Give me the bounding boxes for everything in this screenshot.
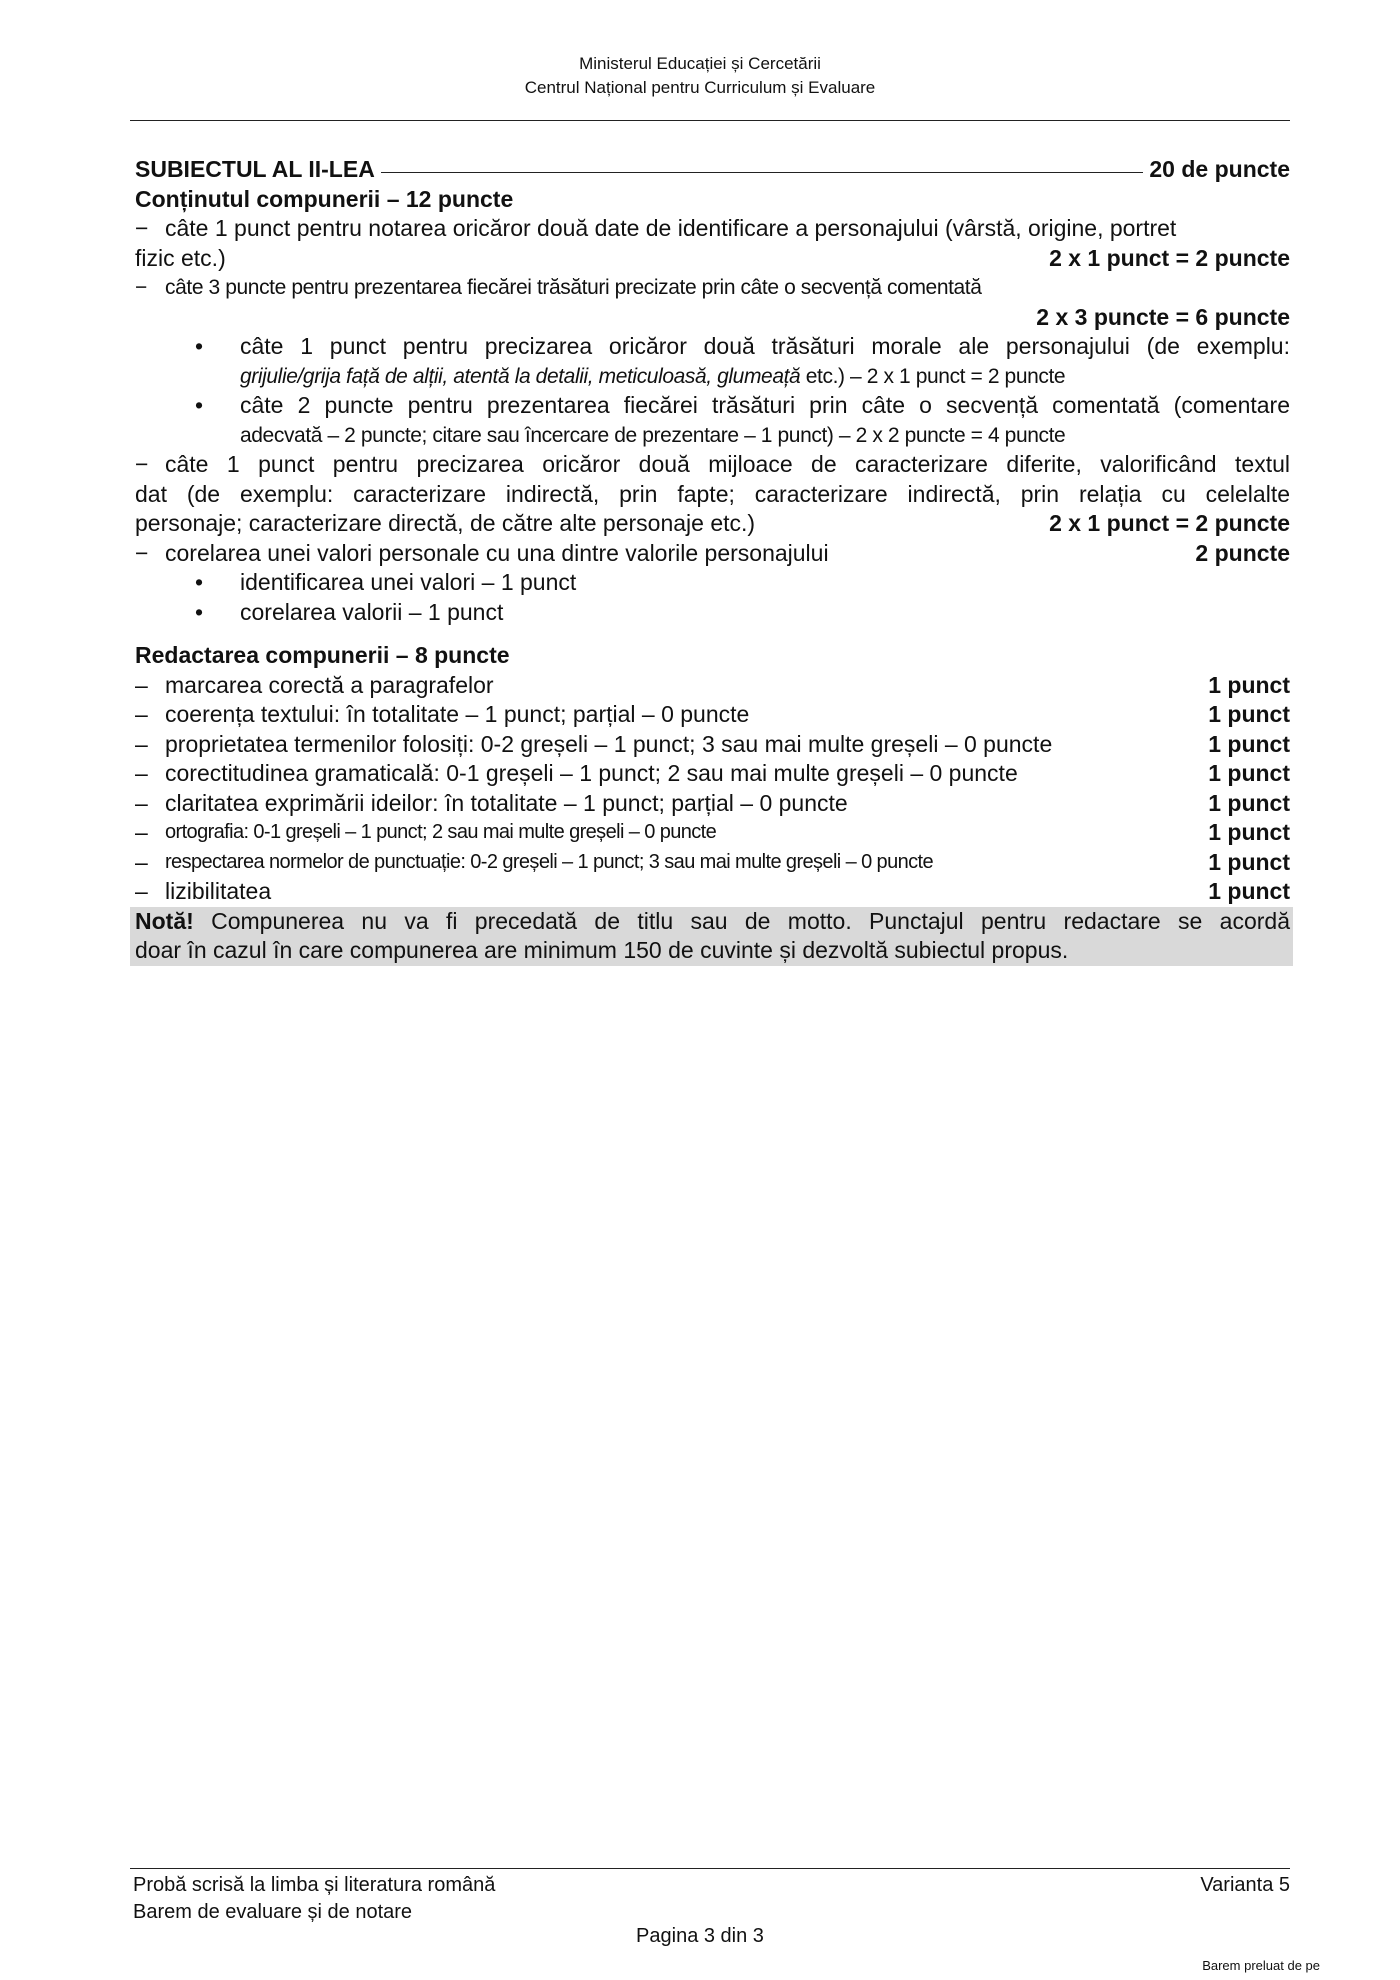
- note-label: Notă!: [135, 907, 194, 934]
- content-item-4: [135, 539, 1290, 628]
- item-text: proprietatea termenilor folosiți: 0-2 greșeli – 1 punct; 3 sau mai multe greșeli – 0 puncte: [165, 730, 1053, 757]
- note-text-cont: doar în cazul în care compunerea are minimum 150 de cuvinte și dezvoltă subiectul propus.: [135, 937, 1069, 963]
- redactare-list: [135, 671, 1290, 907]
- content-item-1: [135, 214, 1290, 273]
- item-score: 1 punct: [1208, 730, 1290, 757]
- bullet-marker: •: [195, 569, 204, 595]
- item-text-cont: dat (de exemplu: caracterizare indirectă, prin fapte; caracterizare indirectă, prin relația cu celelalte: [135, 480, 1290, 507]
- item-text: ortografia: 0-1 greșeli – 1 punct; 2 sau mai multe greșeli – 0 puncte: [165, 821, 717, 843]
- bullet-text: câte 2 puncte pentru prezentarea fiecărei trăsături prin câte o secvență comentată (comentare: [240, 392, 1290, 418]
- main-content: [135, 155, 1290, 966]
- footer-doc-type: Barem de evaluare și de notare: [133, 1901, 413, 1923]
- bullet-item: [195, 332, 1290, 391]
- footer-variant: Varianta 5: [1200, 1874, 1290, 1896]
- dash-marker: −: [135, 276, 147, 299]
- subject-title: SUBIECTUL AL II-LEA: [135, 156, 375, 182]
- item-text: respectarea normelor de punctuație: 0-2 greșeli – 1 punct; 3 sau mai multe greșeli – 0 puncte: [165, 850, 933, 873]
- header-divider: [130, 120, 1290, 121]
- item-text: câte 1 punct pentru notarea oricăror două date de identificare a personajului (vârstă, origine, portret: [165, 215, 1177, 241]
- redactare-item: [135, 877, 1290, 907]
- dash-marker: –: [135, 789, 148, 816]
- item-score: 2 x 3 puncte = 6 puncte: [1036, 303, 1290, 330]
- dash-marker: –: [135, 701, 148, 727]
- dash-marker: –: [135, 819, 148, 845]
- item-text: corectitudinea gramaticală: 0-1 greșeli – 1 punct; 2 sau mai multe greșeli – 0 puncte: [165, 760, 1018, 786]
- dash-marker: –: [135, 730, 148, 757]
- bullet-marker: •: [195, 392, 204, 418]
- document-footer: [133, 1872, 1290, 1926]
- source-note: Barem preluat de pe: [1202, 1958, 1320, 1973]
- bullet-text: adecvată – 2 puncte; citare sau încercare de prezentare – 1 punct) – 2 x 2 puncte = 4 puncte: [240, 423, 1066, 447]
- subject-points: 20 de puncte: [1149, 156, 1290, 182]
- item-text: marcarea corectă a paragrafelor: [165, 671, 494, 698]
- bullet-item: [195, 391, 1290, 450]
- footer-divider: [130, 1868, 1290, 1869]
- dash-marker: −: [135, 539, 149, 566]
- bullet-examples: grijulie/grija față de alții, atentă la detalii, meticuloasă, glumeață: [240, 364, 801, 388]
- item-score: 2 puncte: [1195, 539, 1290, 566]
- item-score: 1 punct: [1208, 701, 1290, 727]
- bullet-item: [195, 598, 1290, 628]
- dash-marker: –: [135, 848, 148, 875]
- footer-exam-name: Probă scrisă la limba și literatura română: [133, 1874, 496, 1896]
- item-text: câte 3 puncte pentru prezentarea fiecărei trăsături precizate prin câte o secvență comentată: [165, 276, 982, 299]
- item-text: câte 1 punct pentru precizarea oricăror două mijloace de caracterizare diferite, valorificând textul: [165, 451, 1290, 477]
- redactare-item: [135, 759, 1290, 789]
- item-text: claritatea exprimării ideilor: în totalitate – 1 punct; parțial – 0 puncte: [165, 789, 848, 816]
- bullet-text: identificarea unei valori – 1 punct: [240, 569, 577, 595]
- redactare-item: [135, 848, 1290, 878]
- subject-underline: [381, 172, 1144, 173]
- item-text-cont: fizic etc.): [135, 244, 226, 271]
- item-score: 1 punct: [1208, 760, 1290, 786]
- subject-heading: [135, 155, 1290, 185]
- item-text: coerența textului: în totalitate – 1 punct; parțial – 0 puncte: [165, 701, 750, 727]
- document-header: [0, 52, 1400, 100]
- redactare-item: [135, 700, 1290, 730]
- dash-marker: –: [135, 878, 148, 904]
- item-text: lizibilitatea: [165, 878, 272, 904]
- redactare-item: [135, 789, 1290, 819]
- note-text: Compunerea nu va fi precedată de titlu sau de motto. Punctajul pentru redactare se acordă: [193, 907, 1290, 934]
- redactare-item: [135, 671, 1290, 701]
- item-score: 2 x 1 punct = 2 puncte: [1049, 510, 1290, 536]
- item-score: 1 punct: [1208, 848, 1290, 875]
- bullet-text: câte 1 punct pentru precizarea oricăror două trăsături morale ale personajului (de exemplu:: [240, 333, 1290, 359]
- item-score: 1 punct: [1208, 878, 1290, 904]
- content-item-3: [135, 450, 1290, 539]
- item-text-cont: personaje; caracterizare directă, de către alte personaje etc.): [135, 510, 756, 536]
- item-score: 2 x 1 punct = 2 puncte: [1049, 244, 1290, 271]
- redactare-item: [135, 818, 1290, 848]
- dash-marker: –: [135, 760, 148, 786]
- bullet-text: corelarea valorii – 1 punct: [240, 598, 504, 625]
- note-box: [130, 907, 1293, 966]
- bullet-tail: etc.) – 2 x 1 punct = 2 puncte: [800, 364, 1066, 388]
- bullet-item: [195, 568, 1290, 598]
- redactare-item: [135, 730, 1290, 760]
- header-ministry: Ministerul Educației și Cercetării: [579, 54, 821, 73]
- content-section-title: Conținutul compunerii – 12 puncte: [135, 185, 514, 212]
- item-text: corelarea unei valori personale cu una dintre valorile personajului: [165, 539, 829, 566]
- dash-marker: −: [135, 215, 149, 241]
- content-item-2: [135, 273, 1290, 450]
- bullet-marker: •: [195, 598, 204, 625]
- dash-marker: –: [135, 671, 148, 698]
- item-score: 1 punct: [1208, 789, 1290, 816]
- page-number: Pagina 3 din 3: [636, 1925, 764, 1947]
- item-score: 1 punct: [1208, 671, 1290, 698]
- redactare-section-title: Redactarea compunerii – 8 puncte: [135, 642, 510, 668]
- header-center: Centrul Național pentru Curriculum și Evaluare: [524, 78, 876, 97]
- dash-marker: −: [135, 451, 149, 477]
- bullet-marker: •: [195, 333, 204, 359]
- item-score: 1 punct: [1208, 819, 1290, 845]
